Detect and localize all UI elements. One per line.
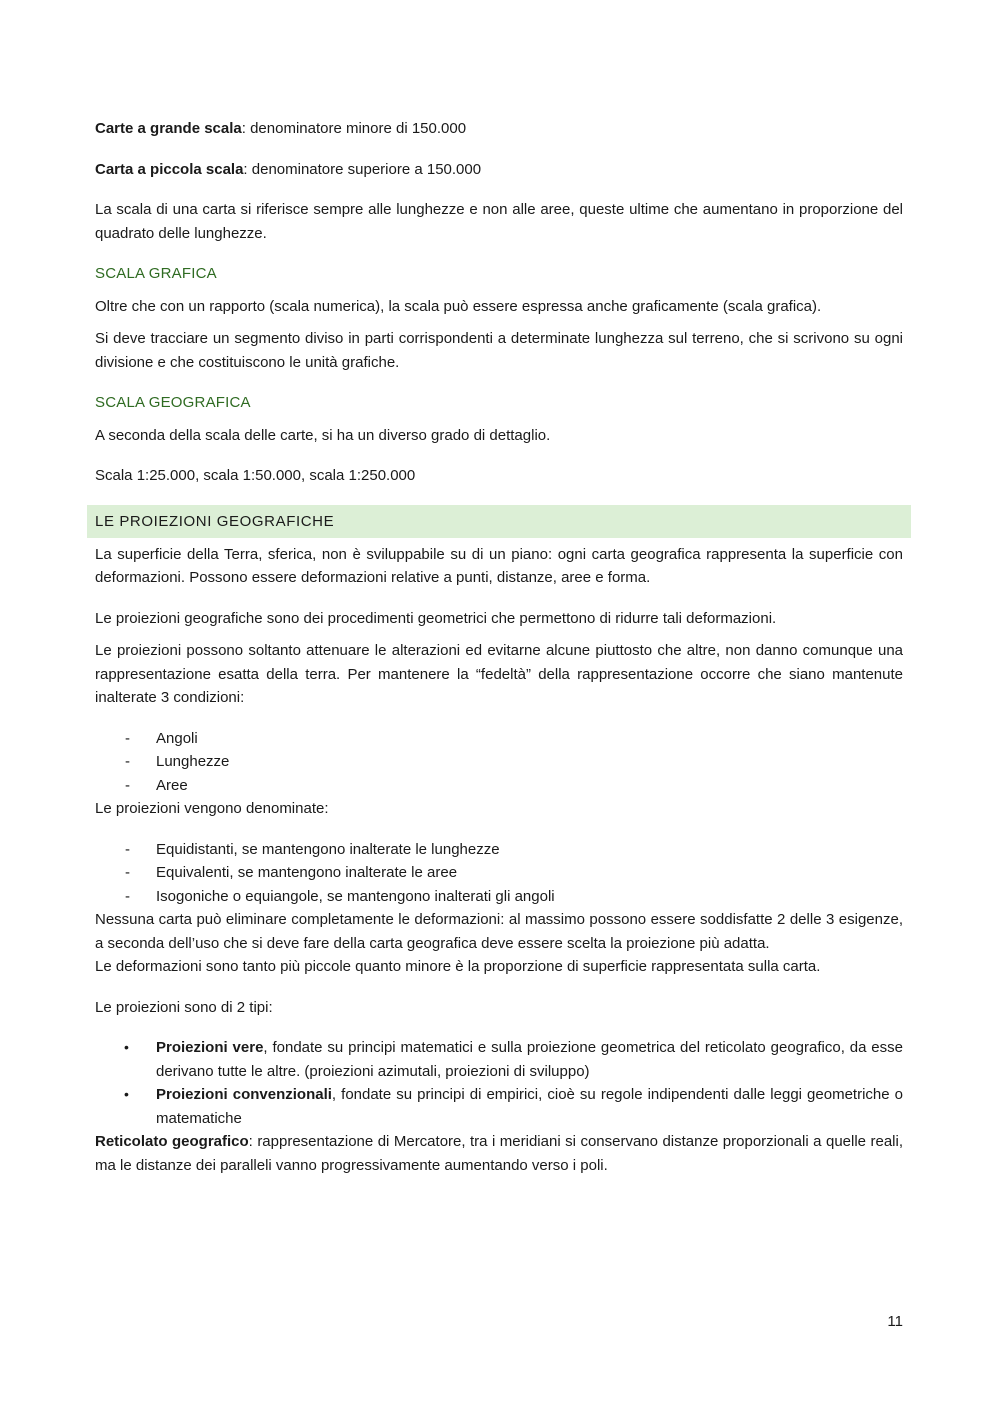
list-item [95, 838, 903, 862]
list-item [95, 750, 903, 774]
list-item-text: Angoli [156, 729, 198, 747]
section-heading-proiezioni: LE PROIEZIONI GEOGRAFICHE [87, 505, 911, 538]
large-scale-term: Carte a grande scala [95, 120, 242, 137]
list-item-text: Isogoniche o equiangole, se mantengono inalterati gli angoli [156, 887, 555, 905]
proiezioni-paragraph-6: Le deformazioni sono tanto più piccole quanto minore è la proporzione di superficie rappresentata sulla carta. [95, 958, 821, 975]
dash-marker: - [125, 887, 130, 905]
dash-marker: - [125, 776, 130, 794]
list-item [95, 1083, 903, 1130]
large-scale-text: : denominatore minore di 150.000 [241, 120, 467, 137]
scale-note-paragraph: La scala di una carta si riferisce sempre alle lunghezze e non alle aree, queste ultime che aumentano in proporzione del quadrato delle lunghezze. [95, 201, 903, 242]
list-item [95, 1036, 903, 1083]
small-scale-term: Carta a piccola scala [95, 160, 244, 178]
proiezioni-paragraph-7: Le proiezioni sono di 2 tipi: [95, 998, 273, 1016]
dash-marker: - [125, 864, 130, 881]
list-item [95, 861, 903, 885]
list-item-text: Aree [156, 776, 188, 794]
kind-text: , fondate su principi di empirici, cioè su regole indipendenti dalle leggi geometriche o matematiche [156, 1086, 903, 1127]
scala-geografica-heading: SCALA GEOGRAFICA [95, 394, 251, 411]
large-scale-definition [95, 117, 903, 141]
scala-grafica-heading: SCALA GRAFICA [95, 265, 217, 282]
kind-term: Proiezioni vere [156, 1039, 264, 1056]
conditions-list [95, 727, 903, 798]
scala-grafica-paragraph-1: Oltre che con un rapporto (scala numerica), la scala può essere espressa anche graficamente (scala grafica). [95, 297, 822, 315]
reticolato-text: : rappresentazione di Mercatore, tra i meridiani si conservano distanze proporzionali a quelle reali, ma le distanze dei paralleli vanno progressivamente aumentando verso i poli. [95, 1133, 904, 1174]
projection-kinds-list [95, 1036, 903, 1130]
kind-text: , fondate su principi matematici e sulla proiezione geometrica del reticolato geografico, da esse derivano tutte le altre. (proiezioni azimutali, proiezioni di sviluppo) [156, 1039, 903, 1080]
list-item-text: Equidistanti, se mantengono inalterate le lunghezze [156, 840, 500, 858]
reticolato-term: Reticolato geografico [95, 1133, 249, 1150]
list-item [95, 885, 903, 909]
dash-marker: - [125, 753, 130, 770]
proiezioni-paragraph-5: Nessuna carta può eliminare completamente le deformazioni: al massimo possono essere soddisfatte 2 delle 3 esigenze, a seconda dell’uso che si deve fare della carta geografica deve essere scelta la proiezione più adatta. [95, 911, 903, 952]
page-number: 11 [887, 1313, 903, 1330]
proiezioni-paragraph-4: Le proiezioni vengono denominate: [95, 800, 329, 817]
small-scale-text: : denominatore superiore a 150.000 [243, 160, 482, 178]
proiezioni-paragraph-2: Le proiezioni geografiche sono dei procedimenti geometrici che permettono di ridurre tali deformazioni. [95, 609, 777, 627]
kind-term: Proiezioni convenzionali [156, 1086, 332, 1103]
bullet-marker: • [124, 1039, 129, 1055]
list-item-text: Lunghezze [156, 753, 230, 770]
scala-geografica-paragraph-1: A seconda della scala delle carte, si ha un diverso grado di dettaglio. [95, 426, 551, 444]
scala-grafica-paragraph-2: Si deve tracciare un segmento diviso in parti corrispondenti a determinate lunghezza sul terreno, che si scrivono su ogni divisione e che costituiscono le unità grafiche. [95, 330, 903, 371]
scala-geografica-examples: Scala 1:25.000, scala 1:50.000, scala 1:250.000 [95, 467, 416, 484]
page-content [95, 117, 903, 1177]
proiezioni-paragraph-3: Le proiezioni possono soltanto attenuare le alterazioni ed evitarne alcune piuttosto che altre, non danno comunque una rappresentazione esatta della terra. Per mantenere la “fedeltà” della rappresentazione occorre che siano mantenute inalterate 3 condizioni: [95, 642, 903, 706]
small-scale-definition [95, 158, 903, 182]
proiezioni-paragraph-1: La superficie della Terra, sferica, non è sviluppabile su di un piano: ogni carta geografica rappresenta la superficie con deformazioni. Possono essere deformazioni relative a punti, distanze, aree e forma. [95, 545, 903, 586]
dash-marker: - [125, 840, 130, 858]
reticolato-paragraph [95, 1130, 903, 1177]
list-item-text: Equivalenti, se mantengono inalterate le aree [156, 864, 458, 881]
bullet-marker: • [124, 1086, 129, 1102]
list-item [95, 774, 903, 798]
list-item [95, 727, 903, 751]
dash-marker: - [125, 729, 130, 747]
projection-names-list [95, 838, 903, 909]
